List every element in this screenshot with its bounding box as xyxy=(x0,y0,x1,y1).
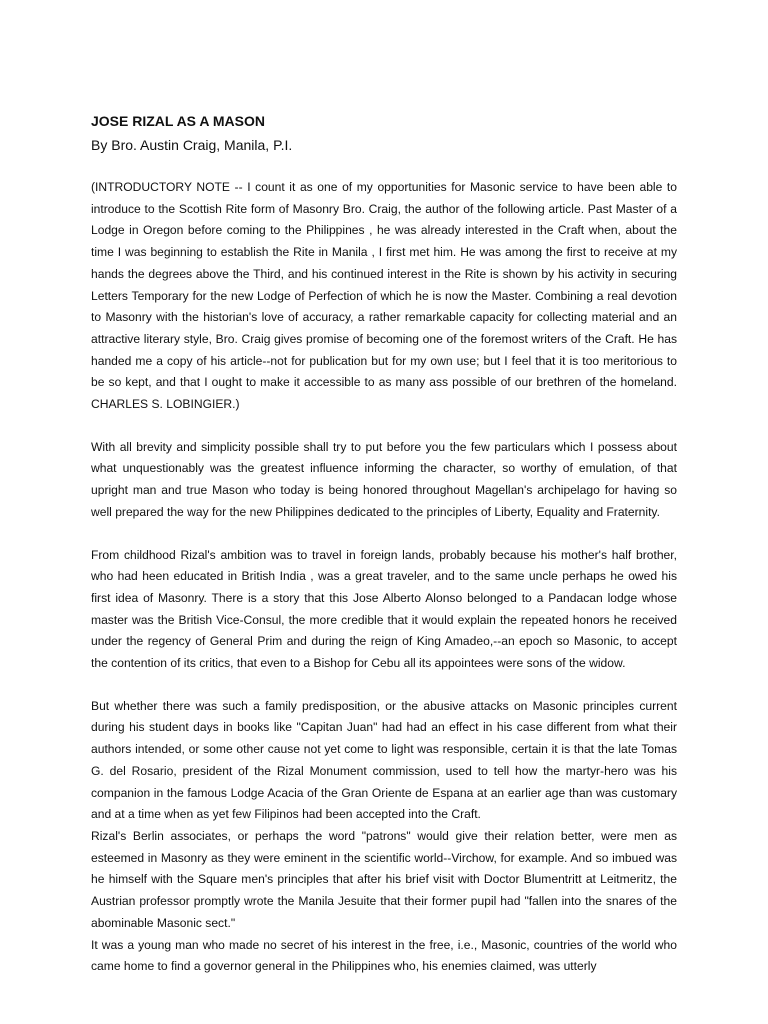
paragraph-intro-note: (INTRODUCTORY NOTE -- I count it as one of my opportunities for Masonic service to have been able to introduce to the Scottish Rite form of Masonry Bro. Craig, the author of the following article. Past Master of a Lodge in Oregon before coming to the Philippines , he was already interested in the Craft when, about the time I was beginning to establish the Rite in Manila , I first met him. He was among the first to receive at my hands the degrees above the Third, and his continued interest in the Rite is shown by his activity in securing Letters Temporary for the new Lodge of Perfection of which he is now the Master. Combining a real devotion to Masonry with the historian's love of accuracy, a rather remarkable capacity for collecting material and an attractive literary style, Bro. Craig gives promise of becoming one of the foremost writers of the Craft. He has handed me a copy of his article--not for publication but for my own use; but I feel that it is too meritorious to be so kept, and that I ought to make it accessible to as many ass possible of our brethren of the homeland. CHARLES S. LOBINGIER.) xyxy=(91,180,677,412)
paragraph-berlin: Rizal's Berlin associates, or perhaps the word "patrons" would give their relation better, were men as esteemed in Masonry as they were eminent in the scientific world--Virchow, for example. And so imbued was he himself with the Square men's principles that after his brief visit with Doctor Blumentritt at Leitmeritz, the Austrian professor promptly wrote the Manila Jesuite that their former pupil had "fallen into the snares of the abominable Masonic sect." xyxy=(91,828,677,930)
paragraph-brevity: With all brevity and simplicity possible shall try to put before you the few particulars which I possess about what unquestionably was the greatest influence informing the character, so worthy of emulation, of that upright man and true Mason who today is being honored throughout Magellan's archipelago for having so well prepared the way for the new Philippines dedicated to the principles of Liberty, Equality and Fraternity. xyxy=(91,439,677,519)
document-byline: By Bro. Austin Craig, Manila, P.I. xyxy=(91,137,293,153)
paragraph-young-man: It was a young man who made no secret of his interest in the free, i.e., Masonic, countries of the world who came home to find a governor general in the Philippines who, his enemies claimed, was utterly xyxy=(91,937,677,974)
document-page xyxy=(91,112,677,978)
paragraph-predisposition: But whether there was such a family predisposition, or the abusive attacks on Masonic principles current during his student days in books like "Capitan Juan" had had an effect in his case different from what their authors intended, or some other cause not yet come to light was responsible, certain it is that the late Tomas G. del Rosario, president of the Rizal Monument commission, used to tell how the martyr-hero was his companion in the famous Lodge Acacia of the Gran Oriente de Espana at an earlier age than was customary and at a time when as yet few Filipinos had been accepted into the Craft. xyxy=(91,698,677,822)
paragraph-childhood: From childhood Rizal's ambition was to travel in foreign lands, probably because his mother's half brother, who had heen educated in British India , was a great traveler, and to the same uncle perhaps he owed his first idea of Masonry. There is a story that this Jose Alberto Alonso belonged to a Pandacan lodge whose master was the British Vice-Consul, the more credible that it would explain the repeated honors he received under the regency of General Prim and during the reign of King Amadeo,--an epoch so Masonic, to accept the contention of its critics, that even to a Bishop for Cebu all its appointees were sons of the widow. xyxy=(91,547,677,671)
document-title: JOSE RIZAL AS A MASON xyxy=(91,113,265,129)
